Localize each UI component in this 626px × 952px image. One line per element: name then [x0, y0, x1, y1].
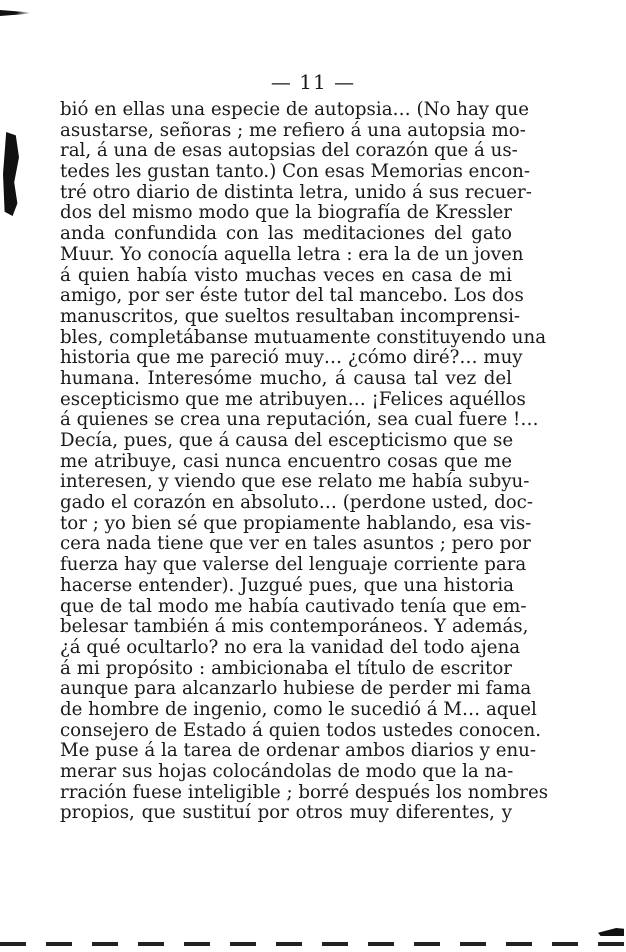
text-line: rración fuese inteligible ; borré después los nombres — [60, 781, 549, 803]
text-line: historia que me pareció muy… ¿cómo diré?… muy — [60, 347, 523, 369]
scan-mark — [3, 132, 19, 216]
text-line: bles, completábanse mutuamente constituyendo una — [60, 326, 547, 348]
text-line: merar sus hojas colocándolas de modo que la na- — [60, 761, 514, 782]
text-line: belesar también á mis contemporáneos. Y además, — [60, 616, 529, 638]
text-line: que de tal modo me había cautivado tenía que em- — [60, 595, 527, 617]
text-line: á quien había visto muchas veces en casa de mi — [60, 264, 512, 286]
text-line: gado el corazón en absoluto… (perdone usted, doc- — [60, 492, 533, 514]
text-line: fuerza hay que valerse del lenguaje corriente para — [60, 554, 527, 576]
text-line: interesen, y viendo que ese relato me había subyu- — [60, 471, 530, 493]
text-line: bió en ellas una especie de autopsia… (No hay que — [60, 99, 529, 120]
text-line: cera nada tiene que ver en tales asuntos ; pero por — [60, 533, 531, 555]
text-line: anda confundida con las meditaciones del gato — [60, 223, 512, 245]
scan-mark — [0, 10, 30, 16]
scan-dash-row — [0, 942, 626, 946]
text-line: asustarse, señoras ; me refiero á una autopsia mo- — [60, 119, 526, 141]
text-line: humana. Interesóme mucho, á causa tal vez del — [60, 367, 512, 389]
text-line: tré otro diario de distinta letra, unido á sus recuer- — [60, 181, 532, 203]
text-line: Muur. Yo conocía aquella letra : era la de un joven — [60, 243, 524, 265]
text-line: amigo, por ser éste tutor del tal mancebo. Los dos — [60, 285, 524, 307]
text-line: consejero de Estado á quien todos ustedes conocen. — [60, 719, 542, 741]
text-line: escepticismo que me atribuyen… ¡Felices aquéllos — [60, 388, 526, 410]
text-line: manuscritos, que sueltos resultaban incomprensi- — [60, 305, 521, 327]
text-line: Me puse á la tarea de ordenar ambos diarios y enu- — [60, 740, 537, 762]
text-line: á quienes se crea una reputación, sea cual fuere !… — [60, 409, 539, 431]
text-line: tedes les gustan tanto.) Con esas Memorias encon- — [60, 161, 531, 183]
body-text — [60, 99, 549, 824]
text-line: me atribuye, casi nunca encuentro cosas que me — [60, 450, 512, 472]
text-line: ¿á qué ocultarlo? no era la vanidad del todo ajena — [60, 636, 521, 658]
text-line: á mi propósito : ambicionaba el título de escritor — [60, 657, 512, 679]
page-number: — 11 — — [270, 70, 356, 94]
text-line: aunque para alcanzarlo hubiese de perder mi fama — [60, 678, 532, 700]
text-line: Decía, pues, que á causa del escepticismo que se — [60, 430, 514, 451]
text-line: de hombre de ingenio, como le sucedió á M… aquel — [60, 698, 537, 720]
text-line: ral, á una de esas autopsias del corazón que á us- — [60, 140, 518, 162]
text-line: tor ; yo bien sé que propiamente hablando, esa vis- — [60, 512, 532, 534]
text-line: hacerse entender). Juzgué pues, que una historia — [60, 574, 515, 596]
scan-mark — [598, 928, 624, 936]
text-line: propios, que sustituí por otros muy diferentes, y — [60, 802, 512, 824]
text-line: dos del mismo modo que la biografía de Kressler — [60, 202, 512, 224]
